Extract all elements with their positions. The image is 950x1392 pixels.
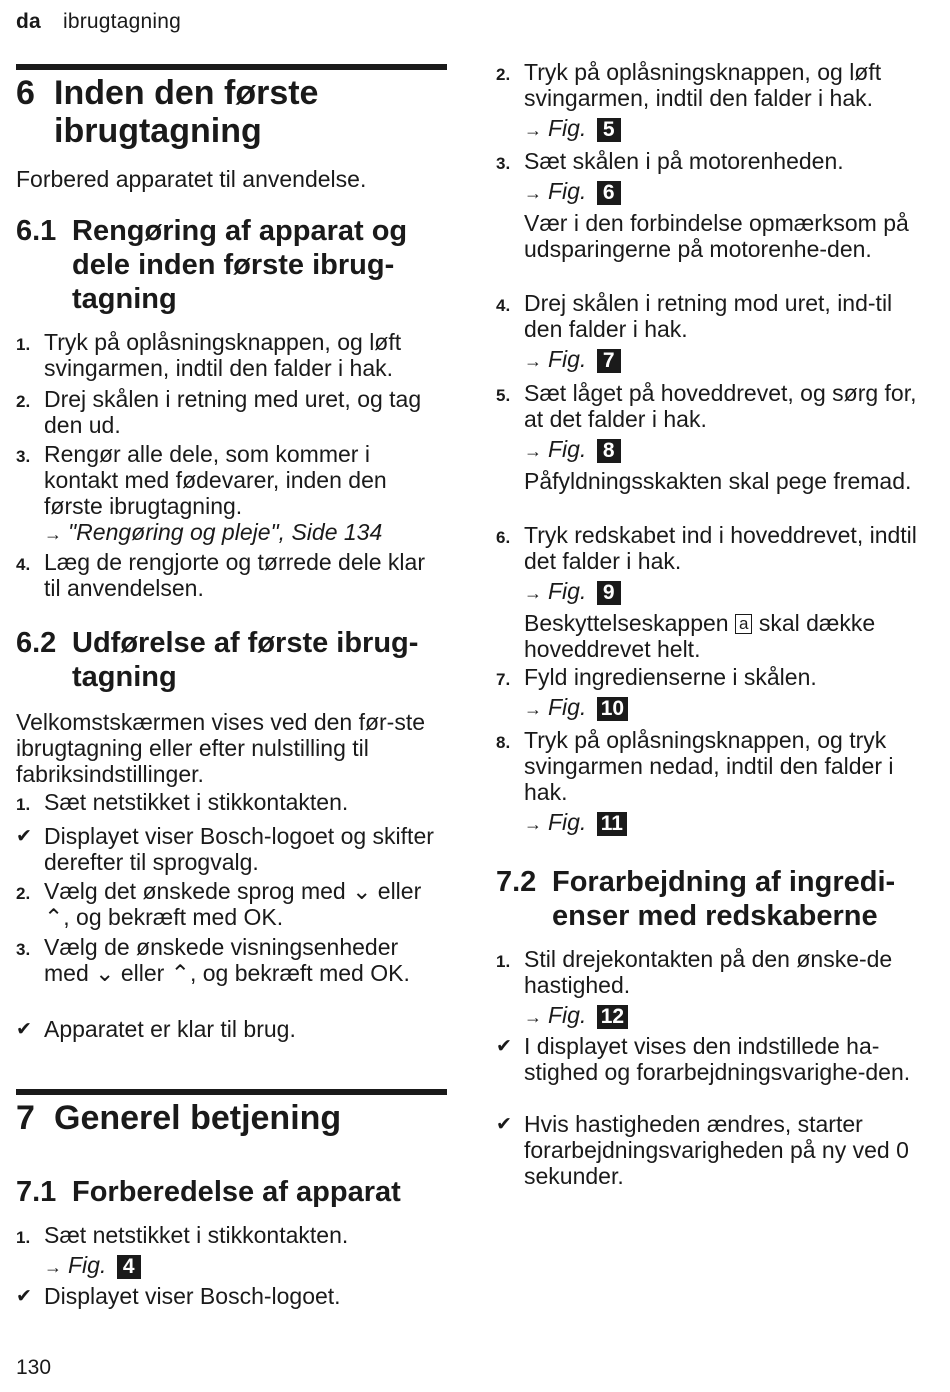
heading-text: Forberedelse af apparat: [72, 1176, 401, 1208]
chevron-up-icon: ⌃: [170, 960, 190, 986]
figure-number-badge: 10: [597, 697, 628, 721]
step-text: Sæt låget på hoveddrevet, og sørg for, at det falder i hak.: [524, 380, 917, 432]
list-item: [496, 1033, 926, 1085]
check-icon: ✔: [496, 1036, 512, 1057]
callout-label-box: a: [735, 614, 752, 634]
step-number: 1.: [16, 795, 31, 814]
figure-number-badge: 7: [597, 349, 621, 373]
step-number: 2.: [16, 392, 31, 411]
figure-number-badge: 9: [597, 581, 621, 605]
list-item: [16, 1016, 436, 1042]
step-text: Sæt netstikket i stikkontakten.: [44, 789, 349, 815]
list-item: [16, 329, 448, 381]
heading-text: Udførelse af første ibrug-tagning: [72, 627, 419, 693]
running-header-section: ibrugtagning: [62, 10, 181, 33]
list-item: [496, 290, 926, 374]
section-rule: [16, 1089, 447, 1095]
list-item: [496, 1111, 916, 1189]
step-number: 5.: [496, 386, 511, 405]
check-icon: ✔: [16, 826, 32, 847]
step-text: Rengør alle dele, som kommer i kontakt med fødevarer, inden den første ibrugtagning.: [44, 441, 387, 519]
heading-section-6-2: [16, 626, 448, 694]
list-item: [496, 946, 916, 1030]
figure-label: Fig.: [548, 578, 587, 604]
arrow-right-icon: →: [524, 1007, 542, 1027]
cross-reference[interactable]: [44, 519, 436, 547]
heading-text: Generel betjening: [54, 1099, 342, 1137]
section-rule: [16, 64, 447, 70]
step-number: 4.: [16, 555, 31, 574]
arrow-right-icon: →: [524, 814, 542, 834]
step-text: Læg de rengjorte og tørrede dele klar til anvendelsen.: [44, 549, 425, 601]
step-number: 1.: [16, 335, 31, 354]
step-text: Drej skålen i retning med uret, og tag den ud.: [44, 386, 422, 438]
step-note-text: skal dække hoveddrevet helt.: [524, 610, 876, 662]
result-text: Hvis hastigheden ændres, starter forarbejdningsvarigheden på ny ved 0 sekunder.: [524, 1111, 909, 1189]
figure-label: Fig.: [548, 346, 587, 372]
heading-number: 6.2: [16, 627, 57, 659]
figure-number-badge: 11: [597, 812, 627, 836]
step-text: Stil drejekontakten på den ønske-de hastighed.: [524, 946, 893, 998]
step-number: 2.: [16, 884, 31, 903]
step-text: Sæt netstikket i stikkontakten.: [44, 1222, 349, 1248]
result-text: Apparatet er klar til brug.: [44, 1016, 296, 1042]
step-number: 2.: [496, 65, 511, 84]
figure-reference[interactable]: [524, 809, 916, 837]
chevron-down-icon: ⌄: [95, 960, 115, 986]
check-icon: ✔: [16, 1286, 32, 1307]
heading-text: Inden den første ibrugtagning: [54, 74, 319, 150]
step-note: Påfyldningsskakten skal pege fremad.: [524, 468, 912, 494]
figure-number-badge: 5: [597, 118, 621, 142]
list-item: [496, 727, 916, 837]
heading-number: 7.2: [496, 866, 537, 898]
step-text: Vælg de ønskede visningsenheder med: [44, 934, 399, 986]
figure-label: Fig.: [548, 809, 587, 835]
step-number: 8.: [496, 733, 511, 752]
step-number: 1.: [496, 952, 511, 971]
step-note: [524, 610, 926, 662]
section-6-intro: Forbered apparatet til anvendelse.: [16, 166, 367, 192]
heading-section-7-1: [16, 1175, 447, 1209]
heading-section-7: [16, 1099, 447, 1137]
figure-reference[interactable]: [524, 436, 926, 464]
figure-number-badge: 6: [597, 181, 621, 205]
step-number: 3.: [496, 154, 511, 173]
check-icon: ✔: [496, 1114, 512, 1135]
list-item: 3. Vælg de ønskede visningsenheder med ⌄ eller ⌃, og bekræft med OK.: [16, 934, 410, 986]
list-item: [16, 1222, 446, 1280]
step-text: Sæt skålen i på motorenheden.: [524, 148, 844, 174]
step-text: Tryk på oplåsningsknappen, og løft svingarmen, indtil den falder i hak.: [44, 329, 402, 381]
language-code: da: [16, 10, 41, 33]
step-number: 1.: [16, 1228, 31, 1247]
list-item: 2. Vælg det ønskede sprog med ⌄ eller ⌃, og bekræft med OK.: [16, 878, 422, 930]
figure-number-badge: 4: [117, 1255, 141, 1279]
ok-key-label: OK: [243, 904, 277, 930]
heading-number: 7.1: [16, 1176, 57, 1208]
arrow-right-icon: →: [524, 120, 542, 140]
arrow-right-icon: →: [44, 524, 62, 544]
step-number: 4.: [496, 296, 511, 315]
step-number: 7.: [496, 670, 511, 689]
heading-number: 6: [16, 74, 35, 112]
step-note: Vær i den forbindelse opmærksom på udsparingerne på motorenhe-den.: [524, 210, 909, 262]
arrow-right-icon: →: [524, 583, 542, 603]
list-item: [496, 148, 926, 262]
list-item: [16, 823, 436, 875]
ok-key-label: OK: [370, 960, 404, 986]
step-text: , og bekræft med: [189, 960, 364, 986]
heading-number: 6.1: [16, 215, 57, 247]
list-item: [496, 664, 926, 722]
step-note-text: Beskyttelseskappen: [524, 610, 729, 636]
figure-label: Fig.: [548, 694, 587, 720]
section-6-2-intro: Velkomstskærmen vises ved den før-ste ibrugtagning eller efter nulstilling til fabriksindstillinger.: [16, 709, 426, 787]
heading-section-6-1: [16, 214, 436, 316]
figure-label: Fig.: [548, 178, 587, 204]
heading-number: 7: [16, 1099, 35, 1137]
arrow-right-icon: →: [44, 1257, 62, 1277]
heading-section-6: [16, 74, 346, 150]
figure-label: Fig.: [548, 115, 587, 141]
figure-reference[interactable]: [524, 178, 926, 206]
list-item: [16, 549, 436, 601]
figure-label: Fig.: [68, 1252, 107, 1278]
figure-reference[interactable]: [524, 1002, 916, 1030]
figure-reference[interactable]: [524, 115, 936, 143]
step-number: 6.: [496, 528, 511, 547]
figure-reference[interactable]: [44, 1252, 446, 1280]
step-number: 3.: [16, 940, 31, 959]
result-text: Displayet viser Bosch-logoet og skifter derefter til sprogvalg.: [44, 823, 434, 875]
heading-text: Forarbejdning af ingredi-enser med redskaberne: [552, 866, 896, 932]
running-header: [16, 10, 181, 34]
list-item: [16, 441, 436, 547]
figure-label: Fig.: [548, 436, 587, 462]
figure-number-badge: 8: [597, 439, 621, 463]
step-text: eller: [377, 878, 422, 904]
list-item: [496, 522, 926, 662]
step-text: Tryk redskabet ind i hoveddrevet, indtil det falder i hak.: [524, 522, 917, 574]
result-text: Displayet viser Bosch-logoet.: [44, 1283, 341, 1309]
step-text: Tryk på oplåsningsknappen, og løft svingarmen, indtil den falder i hak.: [524, 59, 882, 111]
step-number: 3.: [16, 447, 31, 466]
result-text: I displayet vises den indstillede ha-stighed og forarbejdningsvarighe-den.: [524, 1033, 911, 1085]
step-text: Tryk på oplåsningsknappen, og tryk svingarmen nedad, indtil den falder i hak.: [524, 727, 894, 805]
list-item: [496, 59, 936, 143]
heading-section-7-2: [496, 865, 926, 933]
step-text: Vælg det ønskede sprog med: [44, 878, 346, 904]
figure-label: Fig.: [548, 1002, 587, 1028]
figure-number-badge: 12: [597, 1005, 628, 1029]
list-item: [16, 789, 446, 815]
arrow-right-icon: →: [524, 183, 542, 203]
arrow-right-icon: →: [524, 441, 542, 461]
step-text: Fyld ingredienserne i skålen.: [524, 664, 817, 690]
list-item: [496, 380, 926, 494]
list-item: [16, 1283, 436, 1309]
cross-reference-text: "Rengøring og pleje", Side 134: [68, 519, 383, 545]
check-icon: ✔: [16, 1019, 32, 1040]
chevron-down-icon: ⌄: [352, 878, 372, 904]
page-number: 130: [16, 1356, 52, 1379]
figure-reference[interactable]: [524, 694, 926, 722]
arrow-right-icon: →: [524, 351, 542, 371]
arrow-right-icon: →: [524, 699, 542, 719]
list-item: [16, 386, 431, 438]
heading-text: Rengøring af apparat og dele inden første ibrug-tagning: [72, 215, 408, 315]
step-text: Drej skålen i retning mod uret, ind-til den falder i hak.: [524, 290, 893, 342]
step-text: , og bekræft med: [63, 904, 238, 930]
chevron-up-icon: ⌃: [44, 904, 64, 930]
step-text: eller: [120, 960, 165, 986]
figure-reference[interactable]: [524, 578, 926, 606]
figure-reference[interactable]: [524, 346, 926, 374]
